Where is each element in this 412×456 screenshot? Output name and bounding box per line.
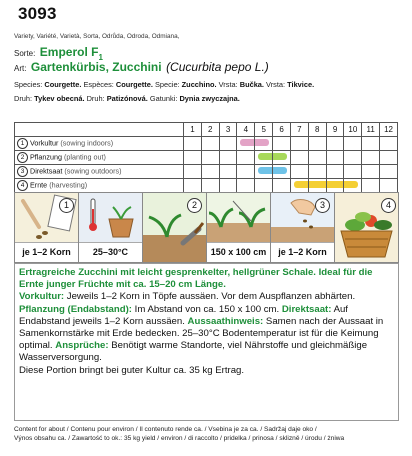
row-label: Pflanzung <box>30 152 62 162</box>
calendar-cell <box>290 179 308 193</box>
panel-sowing-indoors <box>14 192 79 263</box>
species-value-fr: Courgette. <box>115 80 153 89</box>
art-label: Art: <box>14 64 27 73</box>
calendar-bar <box>240 139 254 146</box>
calendar-cell <box>237 179 255 193</box>
row-number: 4 <box>17 180 28 191</box>
calendar-cell <box>308 137 326 151</box>
calendar-cell <box>362 165 380 179</box>
calendar-cell <box>255 137 273 151</box>
druh-label-sk: Druh: <box>86 94 105 103</box>
row-note: (sowing outdoors) <box>64 166 122 176</box>
calendar-cell <box>344 151 362 165</box>
step-number: 4 <box>381 198 396 213</box>
calendar-row-label <box>15 137 184 151</box>
druh-value-pl: Dynia zwyczajna. <box>179 94 240 103</box>
panel-sowing-outdoors <box>270 192 335 263</box>
month-12: 12 <box>380 123 398 137</box>
druh-label-pl: Gatunki: <box>149 94 178 103</box>
month-1: 1 <box>184 123 202 137</box>
row-number: 3 <box>17 166 28 177</box>
panel-temperature <box>78 192 143 263</box>
species-value-en: Courgette. <box>44 80 82 89</box>
variety-name: Emperol F <box>39 45 99 59</box>
calendar-bar <box>273 153 287 160</box>
calendar-bar <box>255 139 269 146</box>
step-number: 1 <box>59 198 74 213</box>
calendar-row <box>15 179 398 193</box>
yield-footer <box>14 425 344 443</box>
calendar-bar <box>327 181 344 188</box>
calendar-cell <box>273 165 291 179</box>
anspruche-label: Ansprüche: <box>55 340 109 352</box>
row-note: (harvesting) <box>49 180 88 190</box>
species-value-it: Zucchino. <box>181 80 217 89</box>
aussaat-text: Samen nach der Aussaat in Samenkornstärke mit Erde bedecken. 25–30°C Bodentemperatur ist für die Keimung optimal. <box>19 315 384 352</box>
plants-spacing-icon <box>207 193 270 243</box>
sorte-label: Sorte: <box>14 49 36 58</box>
month-9: 9 <box>326 123 344 137</box>
species-label-fr: Espèces: <box>83 80 114 89</box>
vorkultur-paragraph <box>19 291 394 303</box>
calendar-bar <box>294 181 308 188</box>
calendar-cell <box>255 151 273 165</box>
calendar-cell <box>237 151 255 165</box>
description-box <box>14 263 399 421</box>
calendar-cell <box>237 137 255 151</box>
calendar-row-label <box>15 179 184 193</box>
pflanzung-text: Im Abstand von ca. 150 x 100 cm. <box>131 303 280 315</box>
calendar-cell <box>362 179 380 193</box>
row-label: Direktsaat <box>30 166 63 176</box>
calendar-cell <box>380 179 398 193</box>
species-label-en: Species: <box>14 80 43 89</box>
species-value-si: Bučka. <box>239 80 264 89</box>
step-icons-strip <box>14 192 398 262</box>
step-number: 2 <box>187 198 202 213</box>
calendar-cell <box>380 151 398 165</box>
calendar-cell <box>219 151 237 165</box>
calendar-bar <box>258 153 272 160</box>
calendar-bar <box>258 167 272 174</box>
latin-name: (Cucurbita pepo L.) <box>166 60 269 74</box>
footer-line-1: Content for about / Contenu pour environ / Il contenuto rende ca. / Vsebina je za ca. / Sadržaj daje oko / <box>14 426 317 433</box>
aussaat-label: Aussaathinweis: <box>187 315 264 327</box>
footer-line-2: Výnos obsahu ca. / Zawartość to ok.: 35 kg yield / environ / di raccolto / pridelka / prinosa / sklizně / úrodu / żniwa <box>14 435 345 442</box>
calendar-cell <box>184 179 202 193</box>
calendar-cell <box>201 179 219 193</box>
row-number: 2 <box>17 152 28 163</box>
calendar-row <box>15 137 398 151</box>
calendar-cell <box>219 179 237 193</box>
row-label: Vorkultur <box>30 138 59 148</box>
direktsaat-label: Direktsaat: <box>281 303 332 315</box>
row-note: (planting out) <box>63 152 106 162</box>
row-label: Ernte <box>30 180 48 190</box>
calendar-cell <box>326 179 344 193</box>
calendar-cell <box>326 151 344 165</box>
pflanzung-label: Pflanzung (Endabstand): <box>19 303 132 315</box>
calendar-cell <box>380 165 398 179</box>
panel-caption: je 1–2 Korn <box>15 242 78 262</box>
panel-caption: je 1–2 Korn <box>271 242 334 262</box>
row-number: 1 <box>17 138 28 149</box>
vorkultur-text: Jeweils 1–2 Korn in Töpfe aussäen. Vor dem Auspflanzen abhärten. <box>64 291 356 303</box>
panel-caption: 150 x 100 cm <box>207 242 270 262</box>
month-4: 4 <box>237 123 255 137</box>
species-translations <box>14 80 314 89</box>
calendar-row <box>15 165 398 179</box>
calendar-cell <box>308 151 326 165</box>
row-note: (sowing indoors) <box>60 138 114 148</box>
druh-value-sk: Patizónová. <box>106 94 148 103</box>
calendar-cell <box>290 165 308 179</box>
month-11: 11 <box>362 123 380 137</box>
calendar-cell <box>326 165 344 179</box>
month-7: 7 <box>290 123 308 137</box>
calendar-cell <box>184 151 202 165</box>
calendar-cell <box>380 137 398 151</box>
variety-multilang-label: Variety, Variété, Varietà, Sorta, Odrůda, Odroda, Odmiana, <box>14 33 180 40</box>
calendar-bar <box>273 167 287 174</box>
variety-sub: 1 <box>98 53 103 63</box>
calendar-cell <box>308 165 326 179</box>
calendar-row <box>15 151 398 165</box>
calendar-bar <box>309 181 326 188</box>
portion-yield: Diese Portion bringt bei guter Kultur ca. 35 kg Ertrag. <box>19 364 245 376</box>
calendar-cell <box>201 151 219 165</box>
calendar-cell <box>308 179 326 193</box>
calendar-cell <box>362 151 380 165</box>
calendar-cell <box>290 137 308 151</box>
calendar-cell <box>344 179 362 193</box>
calendar-cell <box>184 165 202 179</box>
species-label-si: Vrsta: <box>218 80 238 89</box>
panel-planting-out <box>142 192 207 263</box>
calendar-cell <box>362 137 380 151</box>
calendar-cell <box>326 137 344 151</box>
month-3: 3 <box>219 123 237 137</box>
panel-caption: 25–30°C <box>79 242 142 262</box>
sowing-calendar <box>14 122 398 193</box>
vorkultur-label: Vorkultur: <box>19 291 65 303</box>
calendar-header-row <box>15 123 398 137</box>
month-6: 6 <box>273 123 291 137</box>
calendar-cell <box>237 165 255 179</box>
description-headline: Ertragreiche Zucchini mit leicht gesprenkelter, hellgrüner Schale. Ideal für die Ernte junger Früchte mit ca. 15–20 cm Länge. <box>19 267 373 291</box>
month-5: 5 <box>255 123 273 137</box>
species-label-hr: Vrsta: <box>266 80 286 89</box>
calendar-cell <box>201 165 219 179</box>
month-10: 10 <box>344 123 362 137</box>
calendar-bar <box>344 181 358 188</box>
druh-label-cz: Druh: <box>14 94 33 103</box>
species-translations-2 <box>14 94 240 103</box>
calendar-cell <box>273 137 291 151</box>
month-2: 2 <box>201 123 219 137</box>
product-code: 3093 <box>18 4 57 23</box>
panel-spacing <box>206 192 271 263</box>
calendar-row-label <box>15 165 184 179</box>
calendar-cell <box>201 137 219 151</box>
direktsaat-text: Auf Endabstand jeweils 1–2 Korn aussäen. <box>19 303 348 327</box>
species-row <box>14 58 269 76</box>
calendar-cell <box>219 137 237 151</box>
calendar-cell <box>290 151 308 165</box>
calendar-cell <box>344 165 362 179</box>
calendar-cell <box>344 137 362 151</box>
calendar-corner <box>15 123 184 137</box>
calendar-row-label <box>15 151 184 165</box>
calendar-cell <box>255 179 273 193</box>
species-name: Gartenkürbis, Zucchini <box>30 60 162 74</box>
druh-value-cz: Tykev obecná. <box>34 94 85 103</box>
calendar-cell <box>273 179 291 193</box>
calendar-cell <box>184 137 202 151</box>
species-value-hr: Tikvice. <box>287 80 315 89</box>
pflanzung-paragraph <box>19 304 394 365</box>
calendar-cell <box>255 165 273 179</box>
calendar-cell <box>273 151 291 165</box>
thermometer-pot-icon <box>79 193 142 243</box>
calendar-table <box>14 122 398 193</box>
step-number: 3 <box>315 198 330 213</box>
anspruche-text: Benötigt warme Standorte, viel Nährstoffe und gleichmäßige Wasserversorgung. <box>19 340 368 364</box>
panel-harvest <box>334 192 399 263</box>
month-8: 8 <box>308 123 326 137</box>
calendar-cell <box>219 165 237 179</box>
species-label-it: Specie: <box>154 80 180 89</box>
